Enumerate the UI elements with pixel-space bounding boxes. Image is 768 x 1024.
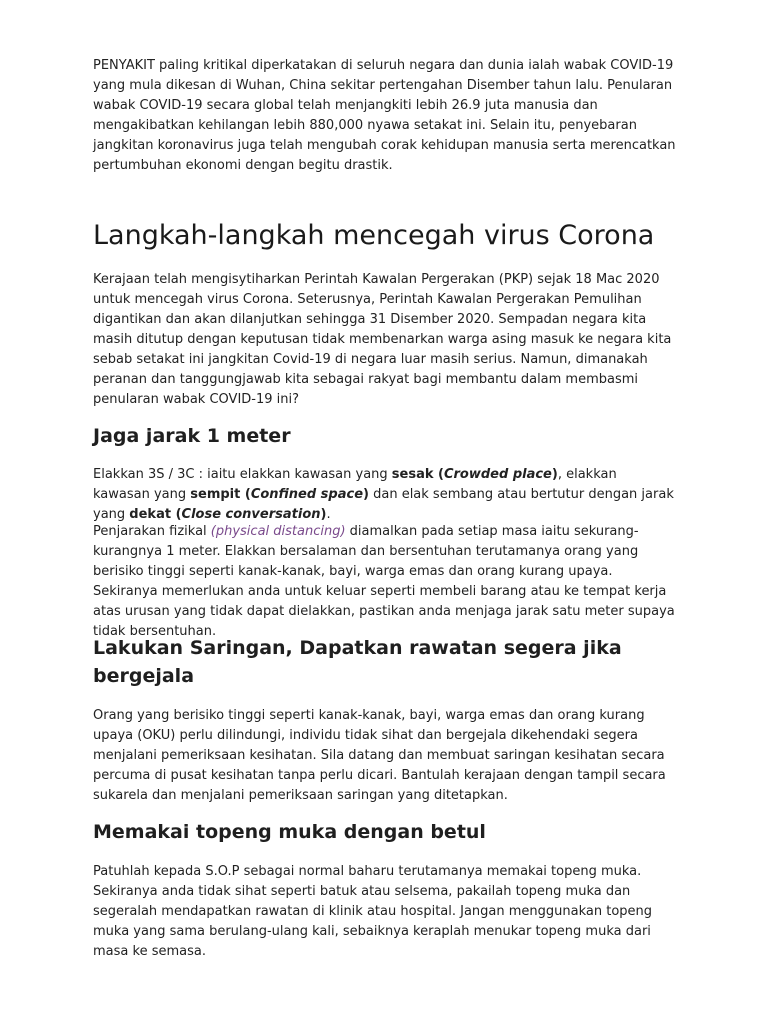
text-segment: Elakkan 3S / 3C : iaitu elakkan kawasan yang	[93, 467, 392, 482]
main-heading: Langkah-langkah mencegah virus Corona	[93, 220, 655, 251]
paragraph-3s-3c	[93, 465, 677, 525]
section-heading-topeng: Memakai topeng muka dengan betul	[93, 821, 486, 843]
term-confined-space: Confined space	[250, 487, 364, 502]
text-segment: Penjarakan fizikal	[93, 524, 211, 539]
term-sesak	[392, 467, 558, 482]
term-sempit	[190, 487, 369, 502]
term-crowded-place: Crowded place	[443, 467, 552, 482]
paren: )	[320, 507, 327, 522]
paragraph-penjarakan-fizikal	[93, 522, 677, 642]
term-sesak-label: sesak (	[391, 467, 444, 482]
text-segment: , elakkan kawasan yang	[93, 467, 617, 502]
term-dekat	[129, 507, 326, 522]
section-heading-jarak: Jaga jarak 1 meter	[93, 425, 291, 447]
term-dekat-label: dekat (	[129, 507, 182, 522]
text-segment: diamalkan pada setiap masa iaitu sekurang-kurangnya 1 meter. Elakkan bersalaman dan bersentuhan terutamanya orang yang berisiko tinggi seperti kanak-kanak, bayi, warga emas dan orang kurang upaya. Sekiranya memerlukan anda untuk keluar seperti membeli barang atau ke tempat kerja atas urusan yang tidak dapat dielakkan, pastikan anda menjaga jarak satu meter supaya tidak bersentuhan.	[93, 524, 675, 639]
paren: )	[363, 487, 369, 502]
text-segment: .	[326, 507, 331, 522]
term-close-conversation: Close conversation	[181, 507, 321, 522]
paragraph-saringan: Orang yang berisiko tinggi seperti kanak-kanak, bayi, warga emas dan orang kurang upaya (OKU) perlu dilindungi, individu tidak sihat dan bergejala dikehendaki segera menjalani pemeriksaan kesihatan. Sila datang dan membuat saringan kesihatan secara percuma di pusat kesihatan tanpa perlu dicari. Bantulah kerajaan dengan tampil secara sukarela dan menjalani pemeriksaan saringan yang ditetapkan.	[93, 708, 666, 803]
section-heading-saringan: Lakukan Saringan, Dapatkan rawatan segera jika bergejala	[93, 637, 622, 687]
pkp-paragraph: Kerajaan telah mengisytiharkan Perintah Kawalan Pergerakan (PKP) sejak 18 Mac 2020 untuk mencegah virus Corona. Seterusnya, Perintah Kawalan Pergerakan Pemulihan digantikan dan akan dilanjutkan sehingga 31 Disember 2020. Sempadan negara kita masih ditutup dengan keputusan tidak membenarkan warga asing masuk ke negara kita sebab setakat ini jangkitan Covid-19 di negara luar masih serius. Namun, dimanakah peranan dan tanggungjawab kita sebagai rakyat bagi membantu dalam membasmi penularan wabak COVID-19 ini?	[93, 272, 672, 407]
text-segment: dan elak sembang atau bertutur dengan jarak yang	[93, 487, 674, 522]
paragraph-topeng: Patuhlah kepada S.O.P sebagai normal baharu terutamanya memakai topeng muka. Sekiranya anda tidak sihat seperti batuk atau selsema, pakailah topeng muka dan segeralah mendapatkan rawatan di klinik atau hospital. Jangan menggunakan topeng muka yang sama berulang-ulang kali, sebaiknya keraplah menukar topeng muka dari masa ke semasa.	[93, 864, 653, 959]
paren: )	[551, 467, 558, 482]
term-sempit-label: sempit (	[190, 487, 251, 502]
term-physical-distancing: (physical distancing)	[210, 524, 346, 539]
intro-paragraph: PENYAKIT paling kritikal diperkatakan di seluruh negara dan dunia ialah wabak COVID-19 yang mula dikesan di Wuhan, China sekitar pertengahan Disember tahun lalu. Penularan wabak COVID-19 secara global telah menjangkiti lebih 26.9 juta manusia dan mengakibatkan kehilangan lebih 880,000 nyawa setakat ini. Selain itu, penyebaran jangkitan koronavirus juga telah mengubah corak kehidupan manusia serta merencatkan pertumbuhan ekonomi dengan begitu drastik.	[93, 58, 676, 173]
